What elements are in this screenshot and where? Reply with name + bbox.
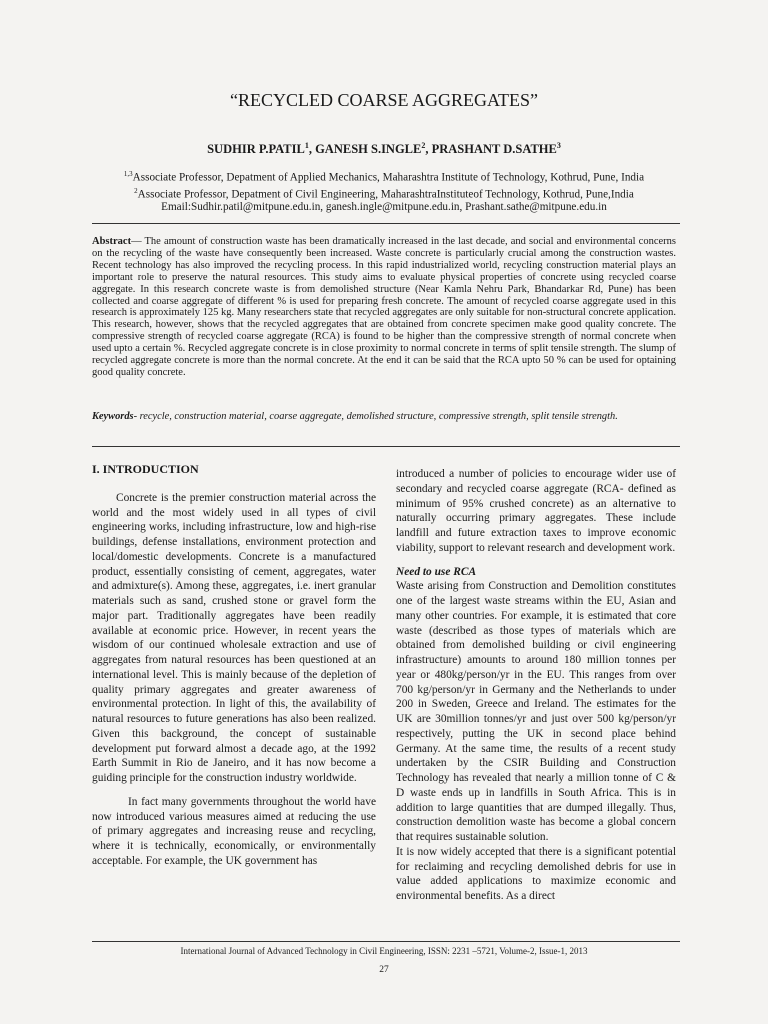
left-column — [92, 462, 376, 869]
author-3-sup: 3 — [556, 141, 561, 150]
abstract-label: Abstract — [92, 236, 132, 247]
right-paragraph-1: introduced a number of policies to encourage wider use of secondary and recycled coarse aggregate (RCA- defined as minimum of 95% crushed concrete) as an alternative to naturally occurring primary aggregates. These include landfill and future extraction taxes to improve economic viability, support to relevant research and development work. — [396, 468, 676, 554]
author-separator: , — [308, 142, 316, 157]
keywords — [92, 411, 676, 423]
intro-paragraph-1: Concrete is the premier construction material across the world and the most widely used in all types of civil engineering works, including infrastructure, low and high-rise buildings, defense installations, environment protection and local/domestic developments. Concrete is a manufactured product, essentially consisting of cement, aggregates, water and admixture(s). Among these, aggregates, i.e. inert granular materials such as sand, crushed stone or gravel form the major part. Traditionally aggregates have been readily available at economic price. However, in recent years the wisdom of our continued wholesale extraction and use of aggregates from natural resources has been questioned at an international level. This is mainly because of the depletion of quality primary aggregates and greater awareness of environmental protection. In light of this, the availability of natural resources to future generations has also been realized. Given this background, the concept of sustainable development put forward almost a decade ago, at the 1992 Earth Summit in Rio de Janeiro, and it has now become a guiding principle for the construction industry worldwide. — [92, 491, 376, 784]
abstract-text: — The amount of construction waste has been dramatically increased in the last decade, and social and environmental concerns on the recycling of the waste have consequently been increased. Waste concrete is particularly crucial among the construction wastes. Recent technology has also improved the recycling process. In this rapid industrialized world, recycling construction material plays an important role to preserve the natural resources. This study aims to evaluate physical properties of concrete using recycled coarse aggregate. In this research concrete waste is from demolished structure (Near Kamla Nehru Park, Bhandarkar Rd, Pune) has been collected and coarse aggregate of different % is used for preparing fresh concrete. The amount of recycled coarse aggregate used in this research is approximately 125 kg. Many researchers state that recycled aggregates are only suitable for non-structural concrete application. This research, however, shows that the recycled aggregates that are obtained from concrete specimen make good quality concrete. The compressive strength of recycled coarse aggregate (RCA) is found to be higher than the compressive strength of normal concrete when used upto a certain %. Recycled aggregate concrete is in close proximity to normal concrete in terms of split tensile strength. The slump of recycled aggregate concrete is more than the normal concrete. At the end it can be said that the RCA upto 50 % can be used for optaining good quality concrete. — [92, 236, 676, 378]
affiliations — [0, 168, 768, 214]
right-paragraph-2: Waste arising from Construction and Demolition constitutes one of the largest waste streams within the EU, Asian and many other countries. For example, it is estimated that core waste (described as those types of materials which are obtained from demolished building or civil engineering infrastructure) amounts to around 180 million tonnes per year or 480kg/person/yr in the EU. This ranges from over 700 kg/person/yr in Germany and the Netherlands to under 200 in Sweden, Greece and Ireland. The estimates for the UK are 30million tonnes/yr and just over 500 kg/person/yr respectively, putting the UK in second place behind Germany. At the same time, the results of a recent study undertaken by the CSIR Building and Construction Technology has revealed that nearly a million tonne of C & D waste ends up in landfills in South Africa. This is in addition to large quantities that are dumped illegally. Thus, construction demolition waste has become a global concern that requires sustainable solution. — [396, 580, 676, 843]
author-2-sup: 2 — [421, 141, 426, 150]
abstract — [92, 236, 676, 379]
intro-paragraph-2: In fact many governments throughout the world have now introduced various measures aimed at reducing the use of primary aggregates and increasing reuse and recycling, where it is technically, economically, or environmentally acceptable. For example, the UK government has — [92, 795, 376, 867]
author-separator: , — [425, 142, 432, 157]
page-number: 27 — [379, 965, 389, 975]
author-1-sup: 1 — [304, 141, 309, 150]
affiliation-line-1 — [0, 168, 768, 185]
author-2: GANESH S.INGLE — [315, 142, 422, 157]
affiliation-2-text: Associate Professor, Depatment of Civil Engineering, MaharashtraInstituteof Technology, Kothrud, Pune,India — [137, 188, 634, 201]
abstract-divider — [92, 446, 680, 447]
right-column — [396, 467, 676, 904]
journal-footer: International Journal of Advanced Technology in Civil Engineering, ISSN: 2231 –5721, Volume-2, Issue-1, 2013 — [180, 946, 588, 956]
paper-title: “RECYCLED COARSE AGGREGATES” — [229, 90, 538, 110]
author-list — [0, 141, 768, 157]
affiliation-2-sup: 2 — [134, 186, 138, 195]
affiliation-1-sup: 1,3 — [123, 170, 133, 178]
section-heading-introduction: I. INTRODUCTION — [92, 462, 199, 476]
affiliation-1-text: Associate Professor, Depatment of Applied Mechanics, Maharashtra Institute of Technology, Kothrud, Pune, India — [132, 171, 645, 184]
keywords-label: Keywords — [92, 411, 134, 422]
header-divider — [92, 223, 680, 224]
email-line: Email:Sudhir.patil@mitpune.edu.in, ganesh.ingle@mitpune.edu.in, Prashant.sathe@mitpune.edu.in — [161, 201, 607, 214]
subheading-need-to-use-rca: Need to use RCA — [396, 565, 477, 578]
right-paragraph-3: It is now widely accepted that there is a significant potential for reclaiming and recycling demolished debris for use in value added applications to maximize economic and environmental benefits. As a direct — [396, 845, 676, 902]
footer-divider — [92, 941, 680, 942]
author-1: SUDHIR P.PATIL — [207, 142, 305, 157]
affiliation-line-2 — [0, 185, 768, 202]
keywords-text: - recycle, construction material, coarse aggregate, demolished structure, compressive strength, split tensile strength. — [133, 411, 618, 422]
author-3: PRASHANT D.SATHE — [431, 142, 557, 157]
